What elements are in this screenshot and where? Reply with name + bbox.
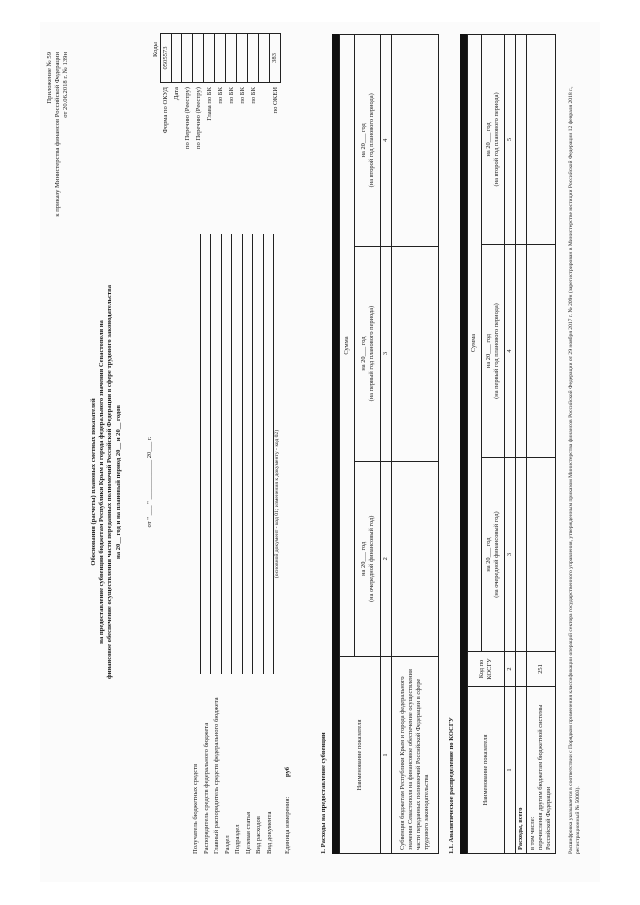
requisite-row xyxy=(222,214,233,854)
codes-row-label: по БК xyxy=(216,87,224,104)
codes-row-label: Дата xyxy=(172,87,180,101)
codes-row-value xyxy=(193,33,204,83)
requisite-label: Подраздел xyxy=(234,824,242,854)
unit-value: руб xyxy=(283,766,291,777)
unit-label: Единица измерения: xyxy=(283,796,291,854)
document-kind-hint: (основной документ - код 01; изменения к документу - код 02) xyxy=(274,429,280,579)
requisite-fill-line[interactable] xyxy=(212,234,222,674)
requisite-label: Вид документа xyxy=(265,811,273,854)
codes-row-value: 383 xyxy=(270,33,281,83)
s11-transfer-y2 xyxy=(527,244,556,457)
codes-row-label: Форма по ОКУД xyxy=(161,87,169,134)
requisite-fill-line[interactable] xyxy=(254,234,264,674)
codes-rows xyxy=(160,32,281,182)
title-line-1: Обоснования (расчеты) плановых сметных показателей xyxy=(90,398,97,566)
codes-row-value xyxy=(182,33,193,83)
s11-col-sum: Сумма xyxy=(468,35,482,652)
section11-table xyxy=(467,34,556,854)
requisite-row xyxy=(190,214,201,854)
requisite-label: Получатель бюджетных средств xyxy=(192,763,200,854)
requisite-fill-line[interactable] xyxy=(243,234,253,674)
requisite-label: Главный распорядитель средств федерального бюджета xyxy=(213,697,221,854)
requisite-row xyxy=(232,214,243,854)
appendix-block xyxy=(46,52,71,352)
codes-row-label: по Перечню (Реестру) xyxy=(183,87,191,150)
s11-total-code xyxy=(516,652,527,687)
codes-row xyxy=(237,32,248,182)
codes-row xyxy=(226,32,237,182)
requisite-fill-line[interactable] xyxy=(222,234,232,674)
codes-row-value xyxy=(215,33,226,83)
field-rows xyxy=(190,214,274,854)
s1-num-4: 4 xyxy=(381,35,392,247)
title-line-2: на предоставление субвенции бюджетам Республики Крым и города федерального значения Севастополя на xyxy=(98,320,106,644)
s1-num-2: 2 xyxy=(381,461,392,656)
codes-row-label: Глава по БК xyxy=(205,87,213,121)
s11-transfer-text: перечисления другим бюджетам бюджетной системы Российской Федерации xyxy=(537,704,552,850)
codes-row xyxy=(171,32,182,182)
s1-year-3: на 20___ год (на второй год планового периода) xyxy=(355,35,381,247)
unit-line xyxy=(284,214,292,854)
requisite-row xyxy=(253,214,264,854)
codes-block xyxy=(152,32,281,182)
codes-row xyxy=(248,32,259,182)
document-title xyxy=(90,222,123,742)
codes-row xyxy=(204,32,215,182)
section11-title: 1.1. Аналитическое распределение по КОСГУ xyxy=(448,717,455,854)
s11-including: в том числе: xyxy=(529,816,536,850)
document-page xyxy=(40,22,600,882)
s1-cell-y3 xyxy=(392,35,439,247)
appendix-order: к приказу Министерства финансов Российской Федерации xyxy=(54,52,62,217)
section11-top-bar xyxy=(460,34,467,854)
requisite-row xyxy=(243,214,254,854)
codes-row-label: по БК xyxy=(249,87,257,104)
s11-col-name: Наименование показателя xyxy=(468,687,505,854)
s11-total-y1 xyxy=(516,458,527,652)
codes-row xyxy=(160,32,171,182)
s1-year-1: на 20___ год (на очередной финансовый год) xyxy=(355,461,381,656)
codes-row xyxy=(193,32,204,182)
codes-header: Коды xyxy=(152,42,159,57)
s1-row-label: Субвенция бюджетам Республики Крым и города федерального значения Севастополя на финансовое обеспечение осуществления части переданных полномочий Российской Федерации в сфере трудового законодательства xyxy=(392,657,439,854)
requisite-fill-line[interactable] xyxy=(201,234,211,674)
section1-top-bar xyxy=(332,34,339,854)
requisite-row xyxy=(201,214,212,854)
requisite-row xyxy=(211,214,222,854)
title-line-3: финансовое обеспечение осуществления части переданных полномочий Российской Федерации в сфере трудового законодательства xyxy=(106,284,114,680)
s1-year-2: на 20___ год (на первый год планового периода) xyxy=(355,246,381,461)
s1-col-name: Наименование показателя xyxy=(340,657,381,854)
codes-row-value xyxy=(204,33,215,83)
requisite-fill-line[interactable] xyxy=(191,234,201,674)
section1-table xyxy=(339,34,439,854)
codes-row-value xyxy=(237,33,248,83)
requisite-fill-line[interactable] xyxy=(233,234,243,674)
requisite-label: Вид расходов xyxy=(255,816,263,854)
title-line-4: на 20__ год и на плановый период 20__ и 20__ годов xyxy=(114,405,122,559)
appendix-number: Приложение № 59 xyxy=(46,52,53,104)
appendix-date: от 20.06.2018 г. № 139н xyxy=(62,52,70,118)
s1-cell-y2 xyxy=(392,246,439,461)
s11-num-5: 5 xyxy=(505,35,516,245)
codes-row-value xyxy=(248,33,259,83)
requisite-row xyxy=(264,214,275,854)
requisite-fill-line[interactable] xyxy=(264,234,274,674)
codes-row-value xyxy=(259,33,270,83)
codes-row xyxy=(259,32,270,182)
s11-col-code: Код по КОСГУ xyxy=(468,652,505,687)
document-date: от " ___ " ____________ 20___ г. xyxy=(146,436,153,528)
codes-row-value xyxy=(226,33,237,83)
s1-num-1: 1 xyxy=(381,657,392,854)
s11-total-label: Расходы, всего xyxy=(516,687,527,854)
footnote: Расшифровка указывается в соответствии с Порядком применения классификации операций сектора государственного управления, утвержденным приказом Министерства финансов Российской Федерации от 29 ноября 2017 г. № 209н (зарегистрирован в Министерстве юстиции Российской Федерации 12 февраля 2018 г., регистрационный № 50003). xyxy=(568,86,581,854)
section1-title: 1. Расходы на предоставление субвенции xyxy=(320,732,327,854)
codes-row xyxy=(182,32,193,182)
s1-cell-y1 xyxy=(392,461,439,656)
s11-total-y3 xyxy=(516,35,527,245)
codes-row-value xyxy=(171,33,182,83)
s11-num-4: 4 xyxy=(505,244,516,457)
s11-num-2: 2 xyxy=(505,652,516,687)
codes-row-label: по БК xyxy=(227,87,235,104)
s1-col-sum: Сумма xyxy=(340,35,355,657)
codes-row-label: по БК xyxy=(238,87,246,104)
s11-transfer-label xyxy=(527,687,556,854)
codes-row-label: по Перечню (Реестру) xyxy=(194,87,202,150)
codes-row xyxy=(270,32,281,182)
codes-row-label: по ОКЕИ xyxy=(271,87,279,114)
codes-row-value: 0505573 xyxy=(160,33,172,83)
requisite-label: Распорядитель средств федерального бюджета xyxy=(202,722,210,854)
codes-row xyxy=(215,32,226,182)
s11-year-2: на 20___ год (на первый год планового периода) xyxy=(481,244,504,457)
s11-num-3: 3 xyxy=(505,458,516,652)
s11-total-y2 xyxy=(516,244,527,457)
s11-year-3: на 20___ год (на второй год планового периода) xyxy=(481,35,504,245)
s11-num-1: 1 xyxy=(505,687,516,854)
requisites-block xyxy=(190,214,292,854)
requisite-label: Целевая статья xyxy=(244,811,252,854)
s11-transfer-y3 xyxy=(527,35,556,245)
requisite-label: Раздел xyxy=(223,835,231,854)
s11-year-1: на 20___ год (на очередной финансовый год) xyxy=(481,458,504,652)
s1-num-3: 3 xyxy=(381,246,392,461)
s11-transfer-y1 xyxy=(527,458,556,652)
s11-transfer-code: 251 xyxy=(527,652,556,687)
